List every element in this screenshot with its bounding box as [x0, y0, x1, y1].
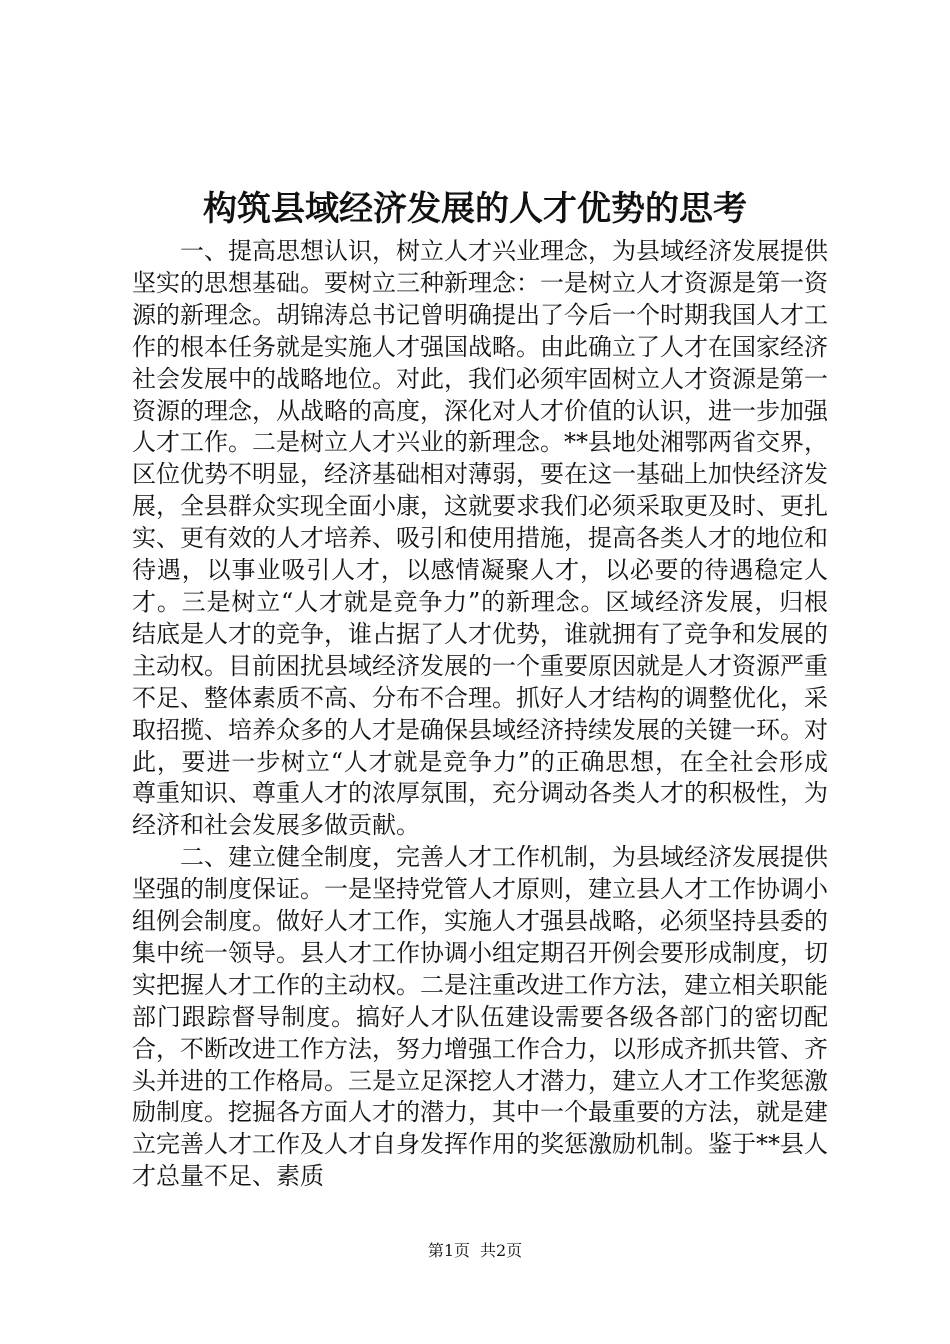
paragraph-2: 二、建立健全制度，完善人才工作机制，为县域经济发展提供坚强的制度保证。一是坚持党管人才原则，建立县人才工作协调小组例会制度。做好人才工作，实施人才强县战略，必须坚持县委的集中统一领导。县人才工作协调小组定期召开例会要形成制度，切实把握人才工作的主动权。二是注重改进工作方法，建立相关职能部门跟踪督导制度。搞好人才队伍建设需要各级各部门的密切配合，不断改进工作方法，努力增强工作合力，以形成齐抓共管、齐头并进的工作格局。三是立足深挖人才潜力，建立人才工作奖惩激励制度。挖掘各方面人才的潜力，其中一个最重要的方法，就是建立完善人才工作及人才自身发挥作用的奖惩激励机制。鉴于**县人才总量不足、素质: [132, 843, 828, 1191]
paragraph-1: 一、提高思想认识，树立人才兴业理念，为县域经济发展提供坚实的思想基础。要树立三种新理念：一是树立人才资源是第一资源的新理念。胡锦涛总书记曾明确提出了今后一个时期我国人才工作的根本任务就是实施人才强国战略。由此确立了人才在国家经济社会发展中的战略地位。对此，我们必须牢固树立人才资源是第一资源的理念，从战略的高度，深化对人才价值的认识，进一步加强人才工作。二是树立人才兴业的新理念。**县地处湘鄂两省交界，区位优势不明显，经济基础相对薄弱，要在这一基础上加快经济发展，全县群众实现全面小康，这就要求我们必须采取更及时、更扎实、更有效的人才培养、吸引和使用措施，提高各类人才的地位和待遇，以事业吸引人才，以感情凝聚人才，以必要的待遇稳定人才。三是树立“人才就是竞争力”的新理念。区域经济发展，归根结底是人才的竞争，谁占据了人才优势，谁就拥有了竞争和发展的主动权。目前困扰县域经济发展的一个重要原因就是人才资源严重不足、整体素质不高、分布不合理。抓好人才结构的调整优化，采取招揽、培养众多的人才是确保县域经济持续发展的关键一环。对此，要进一步树立“人才就是竞争力”的正确思想，在全社会形成尊重知识、尊重人才的浓厚氛围，充分调动各类人才的积极性，为经济和社会发展多做贡献。: [132, 237, 828, 840]
page-number: 第1页: [427, 1241, 470, 1260]
page-total: 共2页: [480, 1241, 523, 1260]
page-footer: [0, 1239, 950, 1263]
document-title: 构筑县域经济发展的人才优势的思考: [203, 189, 747, 229]
document-body: [132, 236, 828, 1193]
